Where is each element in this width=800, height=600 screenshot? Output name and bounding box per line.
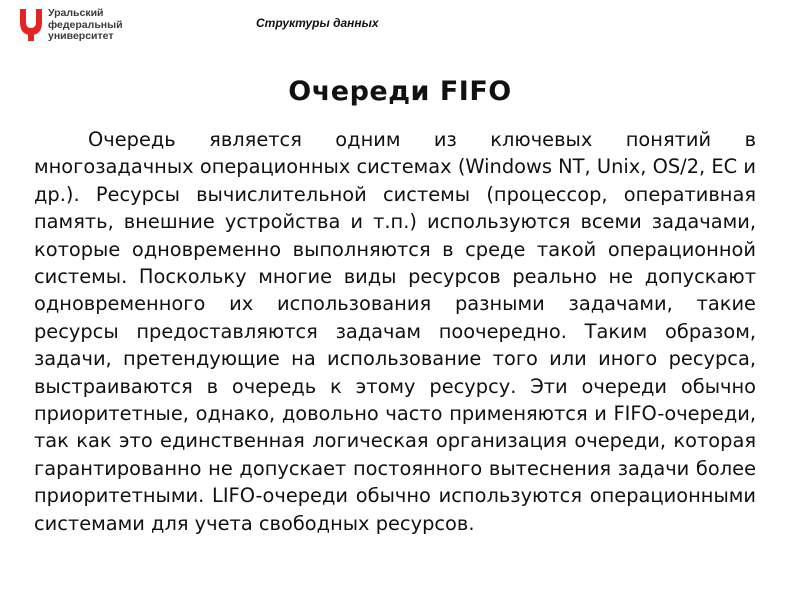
urfu-logo-icon	[18, 8, 44, 42]
university-logo	[18, 8, 158, 48]
slide-title: Очереди FIFO	[288, 76, 512, 107]
logo-line-3: университет	[48, 30, 114, 42]
body-paragraph: Очередь является одним из ключевых понятий в многозадачных операционных системах (Windows NT, Unix, OS/2, ЕС и др.). Ресурсы вычислительной системы (процессор, оперативная память, внешние устройства и т.п.) используются всеми задачами, которые одновременно выполняются в среде такой операционной системы. Поскольку многие виды ресурсов реально не допускают одновременного их использования разными задачами, такие ресурсы предоставляются задачам поочередно. Таким образом, задачи, претендующие на использование того или иного ресурса, выстраиваются в очередь к этому ресурсу. Эти очереди обычно приоритетные, однако, довольно часто применяются и FIFO-очереди, так как это единственная логическая организация очереди, которая гарантированно не допускает постоянного вытеснения задачи более приоритетными. LIFO-очереди обычно используются операционными системами для учета свободных ресурсов.	[34, 128, 756, 535]
logo-line-2: федеральный	[48, 18, 123, 31]
section-title: Структуры данных	[256, 16, 379, 30]
slide-header	[0, 0, 800, 56]
logo-line-1: Уральский	[48, 7, 104, 19]
logo-wordmark	[48, 8, 123, 43]
